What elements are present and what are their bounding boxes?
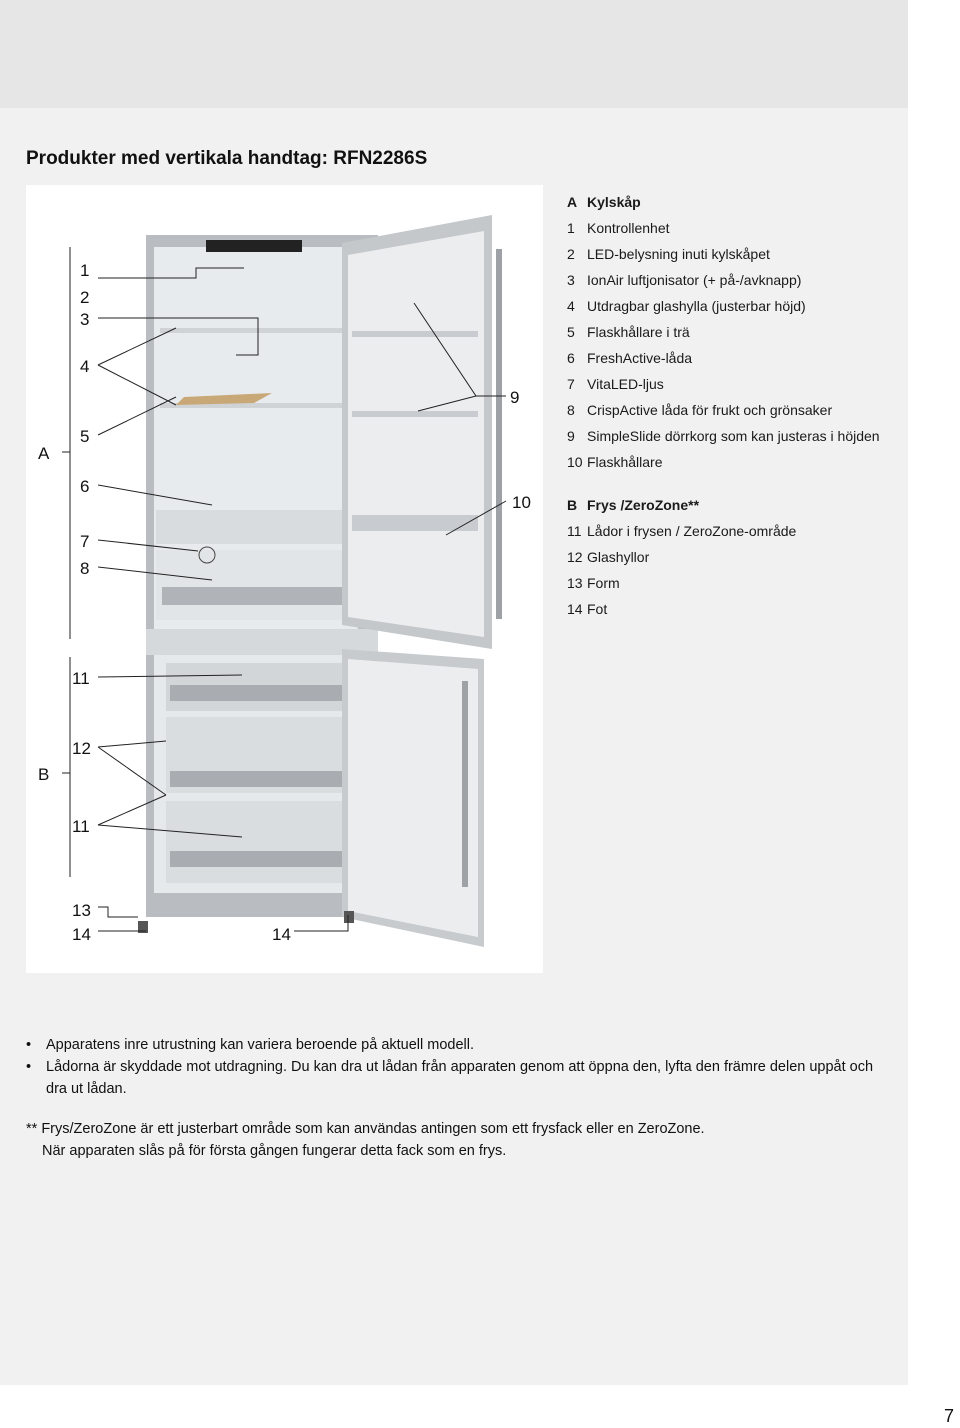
callout-b: B [38, 765, 50, 784]
legend-item-text: Utdragbar glashylla (justerbar höjd) [587, 298, 806, 314]
legend-item-number: 5 [567, 324, 575, 340]
door-handle [462, 681, 468, 887]
legend-item-text: Flaskhållare [587, 454, 663, 470]
drawer-handle-strip [170, 685, 342, 701]
page-title: Produkter med vertikala handtag: RFN2286S [26, 148, 428, 169]
legend-item-text: LED-belysning inuti kylskåpet [587, 246, 770, 262]
legend-item-text: IonAir luftjonisator (+ på-/avknapp) [587, 272, 802, 288]
legend-item-text: Lådor i frysen / ZeroZone-område [587, 523, 797, 539]
callout-a: A [38, 444, 50, 463]
legend-item [567, 523, 907, 540]
callout-7: 7 [80, 532, 90, 551]
legend-section-a: A Kylskåp [567, 194, 641, 210]
legend-item [567, 454, 907, 471]
legend-item-text: SimpleSlide dörrkorg som kan justeras i höjden [587, 428, 880, 444]
callout-4: 4 [80, 357, 90, 376]
fridge-door-inner [348, 231, 484, 637]
legend-item-number: 9 [567, 428, 575, 444]
callout-2: 2 [80, 288, 90, 307]
callout-14-right: 14 [272, 925, 291, 944]
door-handle [496, 249, 502, 619]
page-number: 7 [944, 1406, 955, 1426]
foot [344, 911, 354, 923]
legend-item [567, 246, 907, 263]
legend-items-b [567, 523, 907, 618]
legend-item-number: 11 [567, 523, 582, 539]
legend-item-number: 3 [567, 272, 575, 288]
note-item: • Lådorna är skyddade mot utdragning. Du kan dra ut lådan från apparaten genom att öppna den, lyfta den främre delen uppåt och dra ut lådan. [26, 1059, 874, 1097]
control-panel [206, 240, 302, 252]
note-item: • Apparatens inre utrustning kan variera beroende på aktuell modell. [26, 1037, 475, 1053]
header-band [0, 0, 908, 108]
door-basket [352, 411, 478, 417]
drawer-handle-strip [170, 771, 342, 787]
drawer-handle-strip [162, 587, 346, 605]
callout-9: 9 [510, 388, 520, 407]
door-basket [352, 331, 478, 337]
legend-item-number: 8 [567, 402, 575, 418]
crispactive-drawer [156, 550, 352, 620]
callout-12: 12 [72, 739, 91, 758]
drawer-handle-strip [170, 851, 342, 867]
legend-item [567, 324, 907, 341]
legend-item-number: 7 [567, 376, 575, 392]
footnote-line: När apparaten slås på för första gången fungerar detta fack som en frys. [42, 1143, 507, 1159]
legend-item [567, 575, 907, 592]
callout-11-bottom: 11 [72, 817, 90, 836]
legend-item-text: VitaLED-ljus [587, 376, 664, 392]
freezer-drawer [166, 801, 346, 883]
legend-item [567, 428, 907, 445]
legend-item-text: Glashyllor [587, 549, 650, 565]
legend-item-number: 6 [567, 350, 575, 366]
legend-item-number: 14 [567, 601, 583, 617]
legend-item [567, 350, 907, 367]
legend-item-number: 10 [567, 454, 583, 470]
legend-item [567, 220, 907, 237]
footnote [26, 1118, 886, 1162]
callout-6: 6 [80, 477, 90, 496]
fridge-figure [26, 185, 543, 973]
legend-section-b: B Frys /ZeroZone** [567, 497, 700, 513]
callout-1: 1 [80, 261, 90, 280]
legend-item [567, 549, 907, 566]
freshactive-drawer [156, 510, 352, 544]
legend-items-a [567, 220, 907, 471]
callout-3: 3 [80, 310, 90, 329]
legend-item-number: 12 [567, 549, 583, 565]
legend-item-text: Flaskhållare i trä [587, 324, 690, 340]
legend-item [567, 298, 907, 315]
notes-list [26, 1034, 886, 1100]
legend-item-text: FreshActive-låda [587, 350, 693, 366]
footnote-line: ** Frys/ZeroZone är ett justerbart område som kan användas antingen som ett frysfack eller en ZeroZone. [26, 1121, 705, 1137]
freezer-door-inner [348, 659, 478, 937]
bottle-holder [352, 515, 478, 531]
legend-item [567, 402, 907, 419]
legend-item-number: 2 [567, 246, 575, 262]
legend-item [567, 601, 907, 618]
callout-5: 5 [80, 427, 90, 446]
legend-item-number: 1 [567, 220, 575, 236]
legend-item-number: 4 [567, 298, 575, 314]
legend-item-text: Fot [587, 601, 608, 617]
legend-item [567, 272, 907, 289]
fridge-illustration [26, 185, 543, 973]
legend-item-text: Kontrollenhet [587, 220, 670, 236]
legend-item-text: Form [587, 575, 620, 591]
legend-item-number: 13 [567, 575, 583, 591]
glass-shelf [160, 328, 350, 333]
callout-13: 13 [72, 901, 91, 920]
callout-8: 8 [80, 559, 90, 578]
callout-10: 10 [512, 493, 531, 512]
legend-item [567, 376, 907, 393]
callout-14-left: 14 [72, 925, 91, 944]
parts-legend [567, 194, 907, 627]
callout-11-top: 11 [72, 669, 90, 688]
legend-item-text: CrispActive låda för frukt och grönsaker [587, 402, 833, 418]
